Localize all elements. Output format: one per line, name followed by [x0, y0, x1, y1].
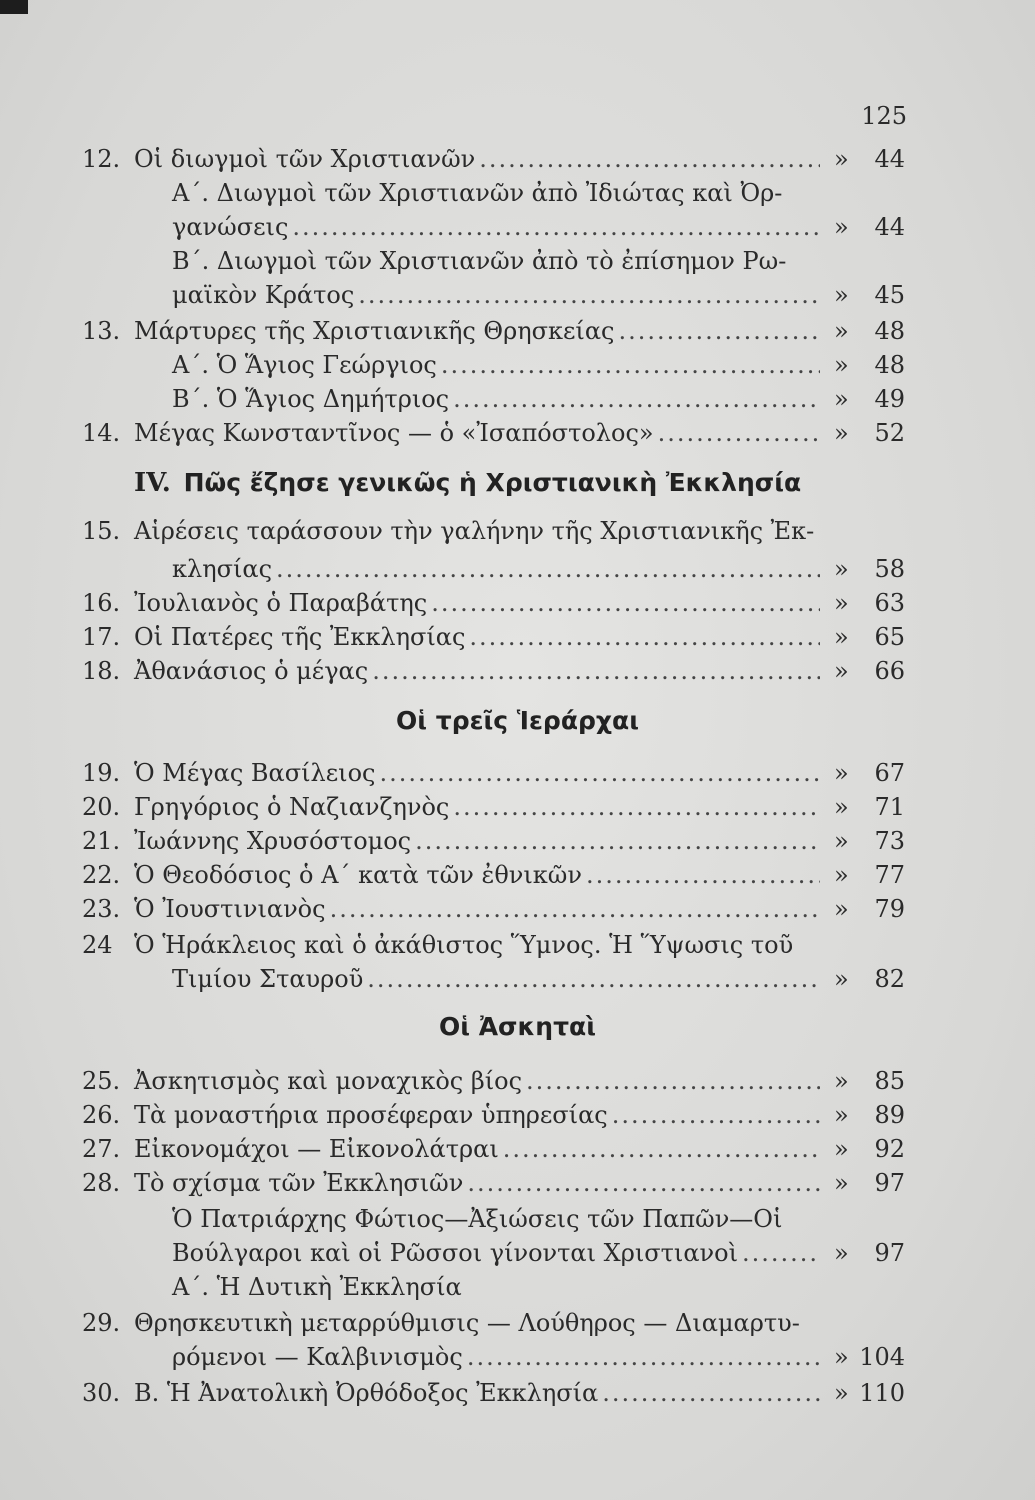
dot-leader	[742, 1236, 820, 1270]
dot-leader	[503, 1132, 820, 1166]
toc-entry-number: 21.	[82, 827, 121, 855]
toc-entry-title	[172, 1340, 826, 1374]
toc-entry-text: Ἰωάννης Χρυσόστομος	[134, 827, 412, 855]
dot-leader	[469, 620, 820, 654]
ditto-mark: »	[834, 1169, 849, 1197]
dot-leader	[467, 1166, 820, 1200]
toc-entry-title	[172, 1202, 900, 1236]
toc-entry-title	[172, 962, 826, 996]
toc-entry-text: Α΄. Ἡ Δυτικὴ Ἐκκλησία	[172, 1273, 462, 1301]
toc-entry-number: 16.	[82, 589, 121, 617]
toc-entry-title	[172, 176, 900, 210]
toc-entry	[0, 1166, 1035, 1200]
toc-entry	[0, 142, 1035, 176]
ditto-mark: »	[834, 351, 849, 379]
ditto-mark: »	[834, 1239, 849, 1267]
toc-entry-page: 44	[874, 145, 905, 173]
toc-entry-text: Β. Ἡ Ἀνατολικὴ Ὀρθόδοξος Ἐκκλησία	[134, 1379, 599, 1407]
ditto-mark: »	[834, 281, 849, 309]
toc-entry-page: 67	[874, 759, 905, 787]
ditto-mark: »	[834, 895, 849, 923]
ditto-mark: »	[834, 213, 849, 241]
toc-entry	[0, 1270, 1035, 1304]
page-number: 125	[861, 102, 907, 130]
toc-entry-text: Μέγας Κωνσταντῖνος — ὁ «Ἰσαπόστολος»	[134, 419, 654, 447]
toc-entry	[0, 1376, 1035, 1410]
ditto-mark: »	[834, 861, 849, 889]
toc-entry-text: ρόμενοι — Καλβινισμὸς	[172, 1343, 463, 1371]
ditto-mark: »	[834, 385, 849, 413]
toc-entry-number: 30.	[82, 1379, 121, 1407]
toc-entry	[0, 416, 1035, 450]
toc-entry-page: 45	[874, 281, 905, 309]
toc-entry	[0, 244, 1035, 278]
toc-entry-title	[134, 314, 826, 348]
toc-entry-text: Β΄. Διωγμοὶ τῶν Χριστιανῶν ἀπὸ τὸ ἐπίσημον Ρω-	[172, 247, 787, 275]
toc-entry-page: 77	[874, 861, 905, 889]
toc-entry-text: Ὁ Θεοδόσιος ὁ Α΄ κατὰ τῶν ἐθνικῶν	[134, 861, 582, 889]
dot-leader	[415, 824, 820, 858]
toc-entry-title	[172, 1270, 900, 1304]
toc-entry-text: Ὁ Ἡράκλειος καὶ ὁ ἀκάθιστος Ὕμνος. Ἡ Ὕψωσις τοῦ	[134, 931, 794, 959]
toc-entry-title	[134, 1098, 826, 1132]
toc-entry-title	[134, 1064, 826, 1098]
dot-leader	[431, 586, 820, 620]
toc-entry-text: Βούλγαροι καὶ οἱ Ρῶσσοι γίνονται Χριστιανοὶ	[172, 1239, 738, 1267]
toc-entry-text: κλησίας	[172, 555, 273, 583]
toc-entry-text: μαϊκὸν Κράτος	[172, 281, 355, 309]
toc-entry-number: 26.	[82, 1101, 121, 1129]
toc-entry	[0, 962, 1035, 996]
toc-entry-text: Ἀσκητισμὸς καὶ μοναχικὸς βίος	[134, 1067, 523, 1095]
ditto-mark: »	[834, 589, 849, 617]
dot-leader	[467, 1340, 820, 1374]
ditto-mark: »	[834, 419, 849, 447]
toc-entry-title	[134, 1376, 826, 1410]
toc-entry-title	[134, 654, 826, 688]
toc-entry-text: Αἱρέσεις ταράσσουν τὴν γαλήνην τῆς Χριστιανικῆς Ἐκ-	[134, 517, 815, 545]
toc-entry-number: 24	[82, 931, 113, 959]
toc-entry	[0, 756, 1035, 790]
toc-entry-number: 17.	[82, 623, 121, 651]
toc-entry	[0, 552, 1035, 586]
toc-entry-text: Ἀθανάσιος ὁ μέγας	[134, 657, 369, 685]
toc-entry-number: 15.	[82, 517, 121, 545]
toc-entry-text: Α΄. Διωγμοὶ τῶν Χριστιανῶν ἀπὸ Ἰδιώτας καὶ Ὀρ-	[172, 179, 783, 207]
toc-entry-title	[134, 514, 900, 548]
toc-entry	[0, 824, 1035, 858]
ditto-mark: »	[834, 1343, 849, 1371]
toc-entry	[0, 314, 1035, 348]
toc-entry-text: Οἱ Πατέρες τῆς Ἐκκλησίας	[134, 623, 466, 651]
toc-entry-title	[134, 416, 826, 450]
toc-entry-page: 82	[874, 965, 905, 993]
dot-leader	[358, 278, 820, 312]
toc-entry	[0, 176, 1035, 210]
toc-entry-page: 48	[874, 317, 905, 345]
toc-entry-page: 52	[874, 419, 905, 447]
toc-entry-text: Γρηγόριος ὁ Ναζιανζηνὸς	[134, 793, 450, 821]
ditto-mark: »	[834, 1135, 849, 1163]
toc-entry	[0, 654, 1035, 688]
toc-entry-text: γανώσεις	[172, 213, 289, 241]
toc-entry-text: Τὸ σχίσμα τῶν Ἐκκλησιῶν	[134, 1169, 464, 1197]
toc-entry-title	[134, 756, 826, 790]
toc-entry-text: Ὁ Ἰουστινιανὸς	[134, 895, 326, 923]
toc-entry-title	[134, 142, 826, 176]
toc-entry-text: Μάρτυρες τῆς Χριστιανικῆς Θρησκείας	[134, 317, 615, 345]
toc-entry-text: Τὰ μοναστήρια προσέφεραν ὑπηρεσίας	[134, 1101, 608, 1129]
toc-entry-title	[172, 244, 900, 278]
toc-entry-title	[172, 552, 826, 586]
toc-entry-page: 48	[874, 351, 905, 379]
toc-entry-text: Οἱ διωγμοὶ τῶν Χριστιανῶν	[134, 145, 476, 173]
toc-entry-number: 18.	[82, 657, 121, 685]
toc-entry-text: Εἰκονομάχοι — Εἰκονολάτραι	[134, 1135, 499, 1163]
toc-entry-text: Τιμίου Σταυροῦ	[172, 965, 364, 993]
toc-entry-page: 92	[874, 1135, 905, 1163]
toc-entry-text: Θρησκευτικὴ μεταρρύθμισις — Λούθηρος — Διαμαρτυ-	[134, 1309, 800, 1337]
section-heading-ascetics: Οἱ Ἀσκηταὶ	[439, 1012, 596, 1041]
dot-leader	[441, 348, 820, 382]
toc-entry	[0, 1236, 1035, 1270]
toc-entry-number: 27.	[82, 1135, 121, 1163]
toc-entry-page: 110	[859, 1379, 905, 1407]
toc-entry-title	[134, 790, 826, 824]
toc-entry	[0, 892, 1035, 926]
toc-entry-page: 44	[874, 213, 905, 241]
toc-entry-page: 79	[874, 895, 905, 923]
toc-entry-title	[134, 620, 826, 654]
dot-leader	[479, 142, 820, 176]
dot-leader	[453, 382, 820, 416]
toc-entry-page: 66	[874, 657, 905, 685]
toc-entry	[0, 1064, 1035, 1098]
toc-entry-number: 23.	[82, 895, 121, 923]
ditto-mark: »	[834, 317, 849, 345]
toc-entry-page: 89	[874, 1101, 905, 1129]
toc-entry-title	[172, 348, 826, 382]
toc-entry-page: 104	[859, 1343, 905, 1371]
ditto-mark: »	[834, 965, 849, 993]
toc-entry-number: 14.	[82, 419, 121, 447]
toc-entry	[0, 382, 1035, 416]
toc-entry-text: Β΄. Ὁ Ἅγιος Δημήτριος	[172, 385, 450, 413]
toc-entry-number: 19.	[82, 759, 121, 787]
toc-entry	[0, 858, 1035, 892]
ditto-mark: »	[834, 1067, 849, 1095]
toc-entry-page: 71	[874, 793, 905, 821]
dot-leader	[612, 1098, 820, 1132]
toc-entry-number: 25.	[82, 1067, 121, 1095]
toc-entry-title	[134, 892, 826, 926]
toc-entry-page: 97	[874, 1239, 905, 1267]
toc-entry	[0, 790, 1035, 824]
toc-entry-title	[134, 928, 900, 962]
toc-entry-title	[172, 382, 826, 416]
toc-entry-page: 85	[874, 1067, 905, 1095]
toc-entry-title	[134, 1166, 826, 1200]
toc-entry	[0, 514, 1035, 548]
toc-entry-page: 65	[874, 623, 905, 651]
toc-entry	[0, 348, 1035, 382]
toc-entry-number: 12.	[82, 145, 121, 173]
dot-leader	[292, 210, 820, 244]
toc-entry	[0, 1340, 1035, 1374]
toc-entry-page: 49	[874, 385, 905, 413]
toc-entry-number: 28.	[82, 1169, 121, 1197]
toc-entry-number: 13.	[82, 317, 121, 345]
dot-leader	[330, 892, 820, 926]
toc-entry	[0, 1202, 1035, 1236]
toc-entry-title	[134, 1306, 900, 1340]
toc-entry-number: 29.	[82, 1309, 121, 1337]
toc-entry	[0, 1098, 1035, 1132]
toc-entry-page: 97	[874, 1169, 905, 1197]
toc-entry-title	[172, 278, 826, 312]
ditto-mark: »	[834, 623, 849, 651]
dot-leader	[367, 962, 820, 996]
toc-entry-page: 63	[874, 589, 905, 617]
toc-entry	[0, 1132, 1035, 1166]
dot-leader	[602, 1376, 820, 1410]
toc-entry-title	[134, 858, 826, 892]
toc-entry	[0, 620, 1035, 654]
toc-entry-title	[134, 824, 826, 858]
toc-entry-title	[172, 1236, 826, 1270]
toc-entry	[0, 928, 1035, 962]
toc-entry-text: Ὁ Πατριάρχης Φώτιος—Ἀξιώσεις τῶν Παπῶν—Οἱ	[172, 1205, 783, 1233]
dot-leader	[658, 416, 820, 450]
toc-entry-page: 73	[874, 827, 905, 855]
ditto-mark: »	[834, 657, 849, 685]
toc-entry-number: 20.	[82, 793, 121, 821]
dot-leader	[453, 790, 820, 824]
toc-entry	[0, 210, 1035, 244]
toc-entry-title	[172, 210, 826, 244]
ditto-mark: »	[834, 145, 849, 173]
dot-leader	[586, 858, 820, 892]
toc-entry-title	[134, 1132, 826, 1166]
dot-leader	[372, 654, 820, 688]
ditto-mark: »	[834, 759, 849, 787]
ditto-mark: »	[834, 827, 849, 855]
toc-entry	[0, 586, 1035, 620]
dot-leader	[526, 1064, 820, 1098]
dot-leader	[618, 314, 820, 348]
toc-entry-text: Ὁ Μέγας Βασίλειος	[134, 759, 376, 787]
dot-leader	[276, 552, 820, 586]
toc-entry-page: 58	[874, 555, 905, 583]
ditto-mark: »	[834, 1101, 849, 1129]
toc-entry-text: Ἰουλιανὸς ὁ Παραβάτης	[134, 589, 428, 617]
toc-entry-title	[134, 586, 826, 620]
toc-entry-number: 22.	[82, 861, 121, 889]
toc-entry	[0, 278, 1035, 312]
section-heading-hierarchs: Οἱ τρεῖς Ἱεράρχαι	[396, 706, 639, 735]
ditto-mark: »	[834, 1379, 849, 1407]
section-heading-iv: IV. Πῶς ἔζησε γενικῶς ἡ Χριστιανικὴ Ἐκκλησία	[134, 468, 802, 498]
toc-entry-text: Α΄. Ὁ Ἅγιος Γεώργιος	[172, 351, 437, 379]
toc-entry	[0, 1306, 1035, 1340]
dot-leader	[379, 756, 820, 790]
ditto-mark: »	[834, 793, 849, 821]
ditto-mark: »	[834, 555, 849, 583]
